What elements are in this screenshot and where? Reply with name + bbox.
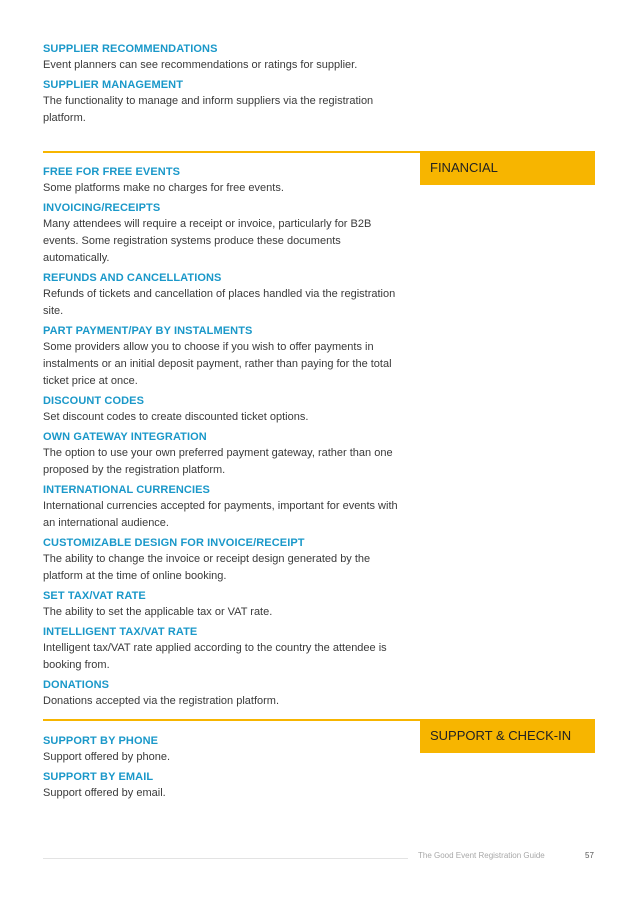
feature-title: SUPPORT BY PHONE <box>43 735 159 747</box>
feature-title: DISCOUNT CODES <box>43 395 145 407</box>
feature-entry <box>43 323 408 390</box>
feature-entry <box>43 41 408 74</box>
feature-description: Support offered by email. <box>43 787 166 799</box>
feature-description: Event planners can see recommendations or ratings for supplier. <box>43 59 358 71</box>
financial-section <box>43 164 408 713</box>
feature-title: PART PAYMENT/PAY BY INSTALMENTS <box>43 325 253 337</box>
supplier-section <box>43 41 408 130</box>
feature-description: Set discount codes to create discounted ticket options. <box>43 411 309 423</box>
feature-entry <box>43 482 408 532</box>
feature-description: The option to use your own preferred payment gateway, rather than one proposed by the registration platform. <box>43 447 393 476</box>
support-tab: SUPPORT & CHECK-IN <box>420 719 595 753</box>
feature-entry <box>43 588 408 621</box>
feature-description: The functionality to manage and inform suppliers via the registration platform. <box>43 95 374 124</box>
feature-description: Some platforms make no charges for free events. <box>43 182 284 194</box>
feature-title: INTELLIGENT TAX/VAT RATE <box>43 626 198 638</box>
feature-entry <box>43 429 408 479</box>
feature-entry <box>43 535 408 585</box>
feature-description: Intelligent tax/VAT rate applied according to the country the attendee is booking from. <box>43 642 387 671</box>
page-number: 57 <box>585 851 594 860</box>
support-section <box>43 733 408 805</box>
feature-title: SET TAX/VAT RATE <box>43 590 146 602</box>
feature-description: Some providers allow you to choose if you wish to offer payments in instalments or an initial deposit payment, rather than paying for the total ticket price at once. <box>43 341 392 387</box>
feature-entry <box>43 624 408 674</box>
feature-title: REFUNDS AND CANCELLATIONS <box>43 272 222 284</box>
feature-entry <box>43 164 408 197</box>
feature-entry <box>43 677 408 710</box>
feature-entry <box>43 270 408 320</box>
feature-entry <box>43 77 408 127</box>
feature-description: The ability to change the invoice or receipt design generated by the platform at the time of online booking. <box>43 553 371 582</box>
feature-entry <box>43 733 408 766</box>
feature-title: DONATIONS <box>43 679 110 691</box>
footer-guide-title: The Good Event Registration Guide <box>418 851 545 860</box>
feature-entry <box>43 393 408 426</box>
feature-title: SUPPORT BY EMAIL <box>43 771 154 783</box>
feature-description: International currencies accepted for payments, important for events with an international audience. <box>43 500 398 529</box>
feature-description: Support offered by phone. <box>43 751 171 763</box>
feature-title: OWN GATEWAY INTEGRATION <box>43 431 207 443</box>
feature-entry <box>43 200 408 267</box>
feature-title: INVOICING/RECEIPTS <box>43 202 161 214</box>
feature-entry <box>43 769 408 802</box>
feature-description: Refunds of tickets and cancellation of places handled via the registration site. <box>43 288 396 317</box>
feature-description: The ability to set the applicable tax or VAT rate. <box>43 606 273 618</box>
feature-title: CUSTOMIZABLE DESIGN FOR INVOICE/RECEIPT <box>43 537 305 549</box>
feature-title: FREE FOR FREE EVENTS <box>43 166 181 178</box>
feature-title: SUPPLIER RECOMMENDATIONS <box>43 43 218 55</box>
feature-description: Many attendees will require a receipt or invoice, particularly for B2B events. Some registration systems produce these documents automatically. <box>43 218 372 264</box>
feature-title: SUPPLIER MANAGEMENT <box>43 79 184 91</box>
feature-description: Donations accepted via the registration platform. <box>43 695 280 707</box>
feature-title: INTERNATIONAL CURRENCIES <box>43 484 210 496</box>
footer-divider <box>43 858 408 859</box>
financial-tab: FINANCIAL <box>420 151 595 185</box>
